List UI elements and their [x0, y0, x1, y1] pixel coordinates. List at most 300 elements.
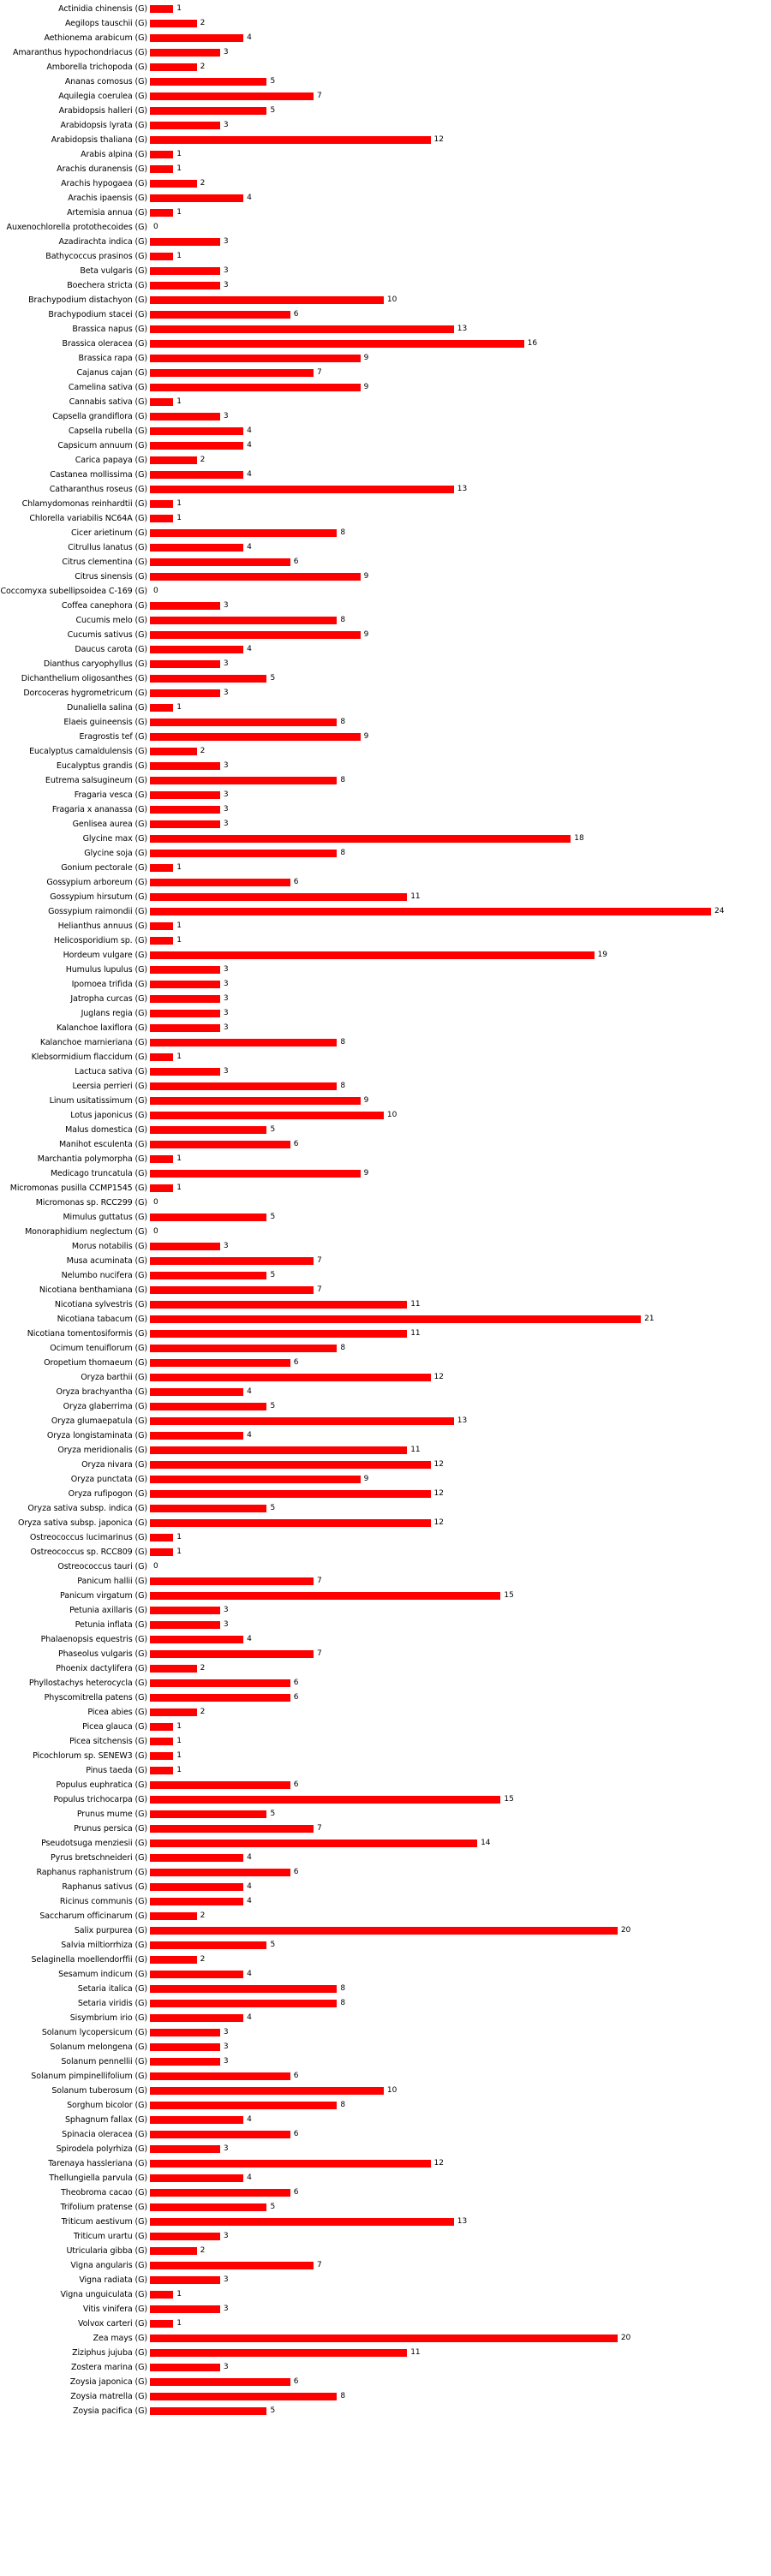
bar-track [150, 2040, 771, 2054]
chart-row [0, 1356, 771, 1370]
bar-track [150, 904, 771, 919]
bar [150, 1723, 173, 1731]
bar-value-label: 4 [247, 426, 252, 435]
category-label: Nicotiana benthamiana (G) [39, 1285, 147, 1295]
bar-value-label: 4 [247, 1431, 252, 1440]
category-label: Mimulus guttatus (G) [63, 1213, 147, 1222]
bar-value-label: 12 [433, 1518, 444, 1527]
bar-track [150, 1268, 771, 1283]
bar-value-label: 3 [223, 2363, 229, 2371]
chart-row [0, 963, 771, 977]
bar [150, 1796, 500, 1804]
bar-value-label: 9 [363, 630, 369, 639]
bar-value-label: 3 [223, 121, 229, 129]
chart-row [0, 1574, 771, 1589]
bar [150, 1767, 173, 1774]
category-label: Artemisia annua (G) [67, 208, 147, 218]
bar-track [150, 1079, 771, 1094]
bar-track [150, 176, 771, 191]
bar-value-label: 9 [363, 732, 369, 741]
bar-value-label: 1 [176, 499, 182, 508]
bar [150, 544, 243, 552]
bar-track [150, 773, 771, 788]
bar [150, 1956, 197, 1964]
bar-value-label: 3 [223, 2144, 229, 2153]
bar-track [150, 1589, 771, 1603]
category-label: Ostreococcus tauri (G) [57, 1562, 147, 1571]
category-label: Capsella rubella (G) [68, 426, 147, 436]
chart-row [0, 1254, 771, 1268]
bar-value-label: 3 [223, 659, 229, 668]
bar-value-label: 6 [293, 2377, 299, 2386]
bar-track [150, 1676, 771, 1690]
category-label: Aquilegia coerulea (G) [58, 92, 147, 101]
bar-value-label: 6 [293, 1679, 299, 1687]
bar-value-label: 2 [200, 747, 206, 755]
bar-value-label: 8 [340, 528, 346, 537]
bar [150, 398, 173, 406]
category-label: Jatropha curcas (G) [70, 994, 147, 1004]
chart-row [0, 2, 771, 16]
bar [150, 92, 314, 100]
bar [150, 2131, 290, 2138]
bar-value-label: 1 [176, 2290, 182, 2299]
chart-row [0, 322, 771, 337]
category-label: Picea abies (G) [87, 1708, 147, 1717]
bar-value-label: 11 [410, 1329, 421, 1338]
chart-row [0, 1982, 771, 1996]
bar [150, 1112, 384, 1119]
category-label: Coccomyxa subellipsoidea C-169 (G) [0, 587, 147, 596]
bar-value-label: 8 [340, 1999, 346, 2007]
bar-track [150, 1458, 771, 1472]
bar [150, 733, 361, 741]
bar [150, 2378, 290, 2386]
bar-value-label: 7 [317, 368, 322, 377]
category-label: Helianthus annuus (G) [57, 921, 147, 931]
bar-value-label: 20 [620, 1926, 631, 1935]
bar-track [150, 1982, 771, 1996]
bar-value-label: 3 [223, 820, 229, 828]
chart-row [0, 1589, 771, 1603]
category-label: Oryza sativa subsp. indica (G) [27, 1504, 147, 1513]
chart-row [0, 526, 771, 540]
bar-track [150, 1909, 771, 1923]
category-label: Gossypium arboreum (G) [46, 878, 147, 887]
category-label: Arachis hypogaea (G) [61, 179, 147, 188]
chart-row [0, 1472, 771, 1487]
bar-track [150, 75, 771, 89]
bar-value-label: 16 [527, 339, 538, 348]
chart-row [0, 1181, 771, 1196]
chart-row [0, 1035, 771, 1050]
bar [150, 704, 173, 712]
bar [150, 1286, 314, 1294]
bar-track [150, 1050, 771, 1064]
bar-value-label: 3 [223, 1606, 229, 1614]
bar-value-label: 6 [293, 1140, 299, 1148]
category-label: Prunus mume (G) [76, 1810, 147, 1819]
bar-track [150, 613, 771, 628]
bar [150, 1243, 220, 1250]
bar-track [150, 2389, 771, 2404]
category-label: Citrullus lanatus (G) [68, 543, 147, 552]
bar [150, 34, 243, 42]
bar [150, 1374, 431, 1381]
bar [150, 2364, 220, 2371]
bar-track [150, 322, 771, 337]
category-label: Citrus sinensis (G) [75, 572, 147, 581]
bar [150, 63, 197, 71]
bar [150, 1432, 243, 1440]
bar [150, 1141, 290, 1148]
bar-track [150, 1239, 771, 1254]
chart-row [0, 1458, 771, 1472]
bar [150, 966, 220, 974]
bar [150, 1840, 477, 1847]
bar-track [150, 1734, 771, 1749]
chart-row [0, 2069, 771, 2084]
bar-track [150, 1428, 771, 1443]
bar-value-label: 5 [270, 1271, 276, 1279]
bar-value-label: 19 [597, 951, 607, 959]
bar-value-label: 14 [481, 1839, 491, 1847]
bar [150, 1403, 266, 1410]
bar-value-label: 13 [457, 485, 468, 493]
bar [150, 1461, 431, 1469]
bar-value-label: 6 [293, 310, 299, 319]
bar-value-label: 3 [223, 281, 229, 289]
bar-value-label: 1 [176, 1737, 182, 1745]
bar-value-label: 3 [223, 689, 229, 697]
bar-track [150, 337, 771, 351]
bar [150, 2058, 220, 2066]
category-label: Sorghum bicolor (G) [67, 2101, 147, 2110]
bar-value-label: 2 [200, 1955, 206, 1964]
bar [150, 1213, 266, 1221]
chart-row [0, 744, 771, 759]
bar-value-label: 12 [433, 1460, 444, 1469]
bar-track [150, 744, 771, 759]
bar-value-label: 1 [176, 514, 182, 522]
bar-track [150, 1690, 771, 1705]
bar [150, 1257, 314, 1265]
bar [150, 1548, 173, 1556]
bar-track [150, 1385, 771, 1399]
bar-track [150, 1880, 771, 1894]
bar-value-label: 4 [247, 2013, 252, 2022]
bar-value-label: 8 [340, 616, 346, 624]
category-label: Vigna angularis (G) [70, 2261, 147, 2270]
category-label: Klebsormidium flaccidum (G) [31, 1052, 147, 1062]
bar-track [150, 1370, 771, 1385]
bar [150, 2072, 290, 2080]
bar [150, 1810, 266, 1818]
bar-value-label: 6 [293, 1693, 299, 1702]
bar-value-label: 2 [200, 1911, 206, 1920]
chart-row [0, 351, 771, 366]
chart-row [0, 1166, 771, 1181]
category-label: Kalanchoe marnieriana (G) [39, 1038, 147, 1047]
bar [150, 471, 243, 479]
bar-track [150, 118, 771, 133]
chart-row [0, 147, 771, 162]
bar-track [150, 2127, 771, 2142]
bar [150, 486, 454, 493]
chart-row [0, 730, 771, 744]
category-label: Nicotiana tabacum (G) [57, 1315, 147, 1324]
bar-value-label: 6 [293, 558, 299, 566]
bar-track [150, 2113, 771, 2127]
chart-row [0, 686, 771, 701]
category-label: Coffea canephora (G) [61, 601, 147, 611]
chart-row [0, 104, 771, 118]
bar-track [150, 16, 771, 31]
chart-row [0, 2258, 771, 2273]
category-label: Nicotiana tomentosiformis (G) [27, 1329, 147, 1339]
bar [150, 1941, 266, 1949]
category-label: Daucus carota (G) [75, 645, 147, 654]
bar [150, 384, 361, 391]
bar-value-label: 1 [176, 164, 182, 173]
chart-row [0, 2244, 771, 2258]
bar-track [150, 2025, 771, 2040]
bar-track [150, 1472, 771, 1487]
bar [150, 2189, 290, 2197]
bar-value-label: 7 [317, 92, 322, 100]
bar [150, 209, 173, 217]
chart-row [0, 1603, 771, 1618]
chart-row [0, 1239, 771, 1254]
chart-row [0, 2215, 771, 2229]
chart-row [0, 453, 771, 468]
bar-track [150, 2200, 771, 2215]
chart-row [0, 788, 771, 802]
bar [150, 864, 173, 872]
bar-value-label: 2 [200, 19, 206, 27]
bar-track [150, 540, 771, 555]
bar-value-label: 4 [247, 1853, 252, 1862]
bar [150, 1476, 361, 1483]
bar [150, 2291, 173, 2299]
bar-value-label: 11 [410, 1300, 421, 1309]
category-label: Dianthus caryophyllus (G) [43, 659, 147, 669]
bar [150, 355, 361, 362]
bar-track [150, 1836, 771, 1851]
bar [150, 2000, 337, 2007]
category-label: Medicago truncatula (G) [50, 1169, 147, 1178]
bar [150, 2247, 197, 2255]
bar-track [150, 1501, 771, 1516]
bar-track [150, 1647, 771, 1661]
bar-track [150, 1851, 771, 1865]
chart-row [0, 2113, 771, 2127]
bar-track [150, 1297, 771, 1312]
bar-value-label: 6 [293, 1358, 299, 1367]
bar [150, 1272, 266, 1279]
bar-track [150, 1749, 771, 1763]
bar-track [150, 599, 771, 613]
category-label: Aegilops tauschii (G) [64, 19, 147, 28]
bar-track [150, 1530, 771, 1545]
bar-track [150, 2360, 771, 2375]
bar-value-label: 11 [410, 2348, 421, 2357]
chart-row [0, 1996, 771, 2011]
bar [150, 675, 266, 683]
category-label: Beta vulgaris (G) [80, 266, 147, 276]
bar-track [150, 2156, 771, 2171]
chart-row [0, 817, 771, 832]
bar-value-label: 3 [223, 1242, 229, 1250]
bar-track [150, 220, 771, 235]
bar-track [150, 526, 771, 540]
bar-value-label: 1 [176, 1751, 182, 1760]
bar [150, 2203, 266, 2211]
chart-row [0, 2185, 771, 2200]
bar-value-label: 1 [176, 2319, 182, 2328]
category-label: Phalaenopsis equestris (G) [40, 1635, 147, 1644]
bar-value-label: 13 [457, 1416, 468, 1425]
chart-row [0, 380, 771, 395]
category-label: Helicosporidium sp. (G) [53, 936, 147, 945]
bar-value-label: 2 [200, 1708, 206, 1716]
bar-track [150, 45, 771, 60]
bar-track [150, 1152, 771, 1166]
bar [150, 1927, 618, 1935]
chart-row [0, 1749, 771, 1763]
category-label: Setaria italica (G) [77, 1984, 147, 1994]
bar [150, 762, 220, 770]
bar-value-label: 4 [247, 1897, 252, 1905]
chart-row [0, 584, 771, 599]
bar [150, 1665, 197, 1673]
chart-row [0, 220, 771, 235]
bar-value-label: 0 [153, 223, 158, 231]
bar-value-label: 15 [504, 1795, 514, 1804]
category-label: Hordeum vulgare (G) [63, 951, 147, 960]
bar-value-label: 2 [200, 2246, 206, 2255]
bar [150, 2407, 266, 2415]
category-label: Trifolium pratense (G) [60, 2203, 147, 2212]
chart-row [0, 395, 771, 409]
bar-track [150, 438, 771, 453]
category-label: Salvia miltiorrhiza (G) [61, 1941, 147, 1950]
bar-value-label: 1 [176, 208, 182, 217]
chart-row [0, 759, 771, 773]
bar [150, 1417, 454, 1425]
bar-track [150, 759, 771, 773]
bar-value-label: 0 [153, 1198, 158, 1207]
bar-track [150, 453, 771, 468]
chart-row [0, 890, 771, 904]
bar [150, 1330, 407, 1338]
bar-track [150, 2084, 771, 2098]
category-label: Cannabis sativa (G) [69, 397, 147, 407]
bar-track [150, 249, 771, 264]
category-label: Gossypium raimondii (G) [48, 907, 147, 916]
bar [150, 267, 220, 275]
chart-row [0, 2127, 771, 2142]
chart-row [0, 1661, 771, 1676]
bar-track [150, 1778, 771, 1792]
bar [150, 908, 711, 915]
bar [150, 1068, 220, 1076]
bar [150, 2043, 220, 2051]
bar-track [150, 1516, 771, 1530]
chart-row [0, 701, 771, 715]
chart-row [0, 613, 771, 628]
category-label: Populus euphratica (G) [56, 1780, 147, 1790]
chart-row [0, 89, 771, 104]
chart-row [0, 511, 771, 526]
bar-track [150, 1443, 771, 1458]
bar-value-label: 2 [200, 63, 206, 71]
category-label: Oryza nivara (G) [81, 1460, 147, 1470]
bar-track [150, 1006, 771, 1021]
chart-row [0, 1923, 771, 1938]
bar [150, 1825, 314, 1833]
category-label: Triticum aestivum (G) [61, 2217, 147, 2227]
bar-track [150, 817, 771, 832]
bar-value-label: 8 [340, 1082, 346, 1090]
bar [150, 2393, 337, 2400]
bar [150, 296, 384, 304]
bar-value-label: 1 [176, 1154, 182, 1163]
chart-row [0, 2040, 771, 2054]
category-label: Oryza glaberrima (G) [63, 1402, 147, 1411]
bar-value-label: 4 [247, 1970, 252, 1978]
bar-track [150, 1763, 771, 1778]
chart-row [0, 846, 771, 861]
category-label: Amborella trichopoda (G) [46, 63, 147, 72]
bar [150, 1577, 314, 1585]
bar-value-label: 1 [176, 150, 182, 158]
bar-track [150, 2098, 771, 2113]
category-label: Pyrus bretschneideri (G) [50, 1853, 147, 1863]
bar-track [150, 933, 771, 948]
category-label: Utricularia gibba (G) [66, 2246, 147, 2256]
bar-track [150, 2171, 771, 2185]
bar-value-label: 5 [270, 674, 276, 683]
bar-value-label: 5 [270, 1402, 276, 1410]
chart-row [0, 1938, 771, 1953]
bar [150, 573, 361, 581]
bar [150, 617, 337, 624]
bar-track [150, 147, 771, 162]
chart-row [0, 642, 771, 657]
bar-track [150, 468, 771, 482]
bar-value-label: 9 [363, 383, 369, 391]
bar-track [150, 2185, 771, 2200]
bar-value-label: 3 [223, 2057, 229, 2066]
bar-value-label: 2 [200, 179, 206, 188]
bar-track [150, 569, 771, 584]
bar-value-label: 3 [223, 412, 229, 420]
bar [150, 1985, 337, 1993]
bar-track [150, 2302, 771, 2317]
bar [150, 151, 173, 158]
category-label: Zoysia japonica (G) [69, 2377, 147, 2387]
chart-row [0, 540, 771, 555]
category-label: Eutrema salsugineum (G) [45, 776, 147, 785]
bar [150, 2349, 407, 2357]
bar [150, 2233, 220, 2240]
category-label: Elaeis guineensis (G) [63, 718, 147, 727]
bar-value-label: 13 [457, 325, 468, 333]
bar [150, 2029, 220, 2036]
category-label: Phaseolus vulgaris (G) [57, 1649, 147, 1659]
category-label: Chlamydomonas reinhardtii (G) [21, 499, 147, 509]
